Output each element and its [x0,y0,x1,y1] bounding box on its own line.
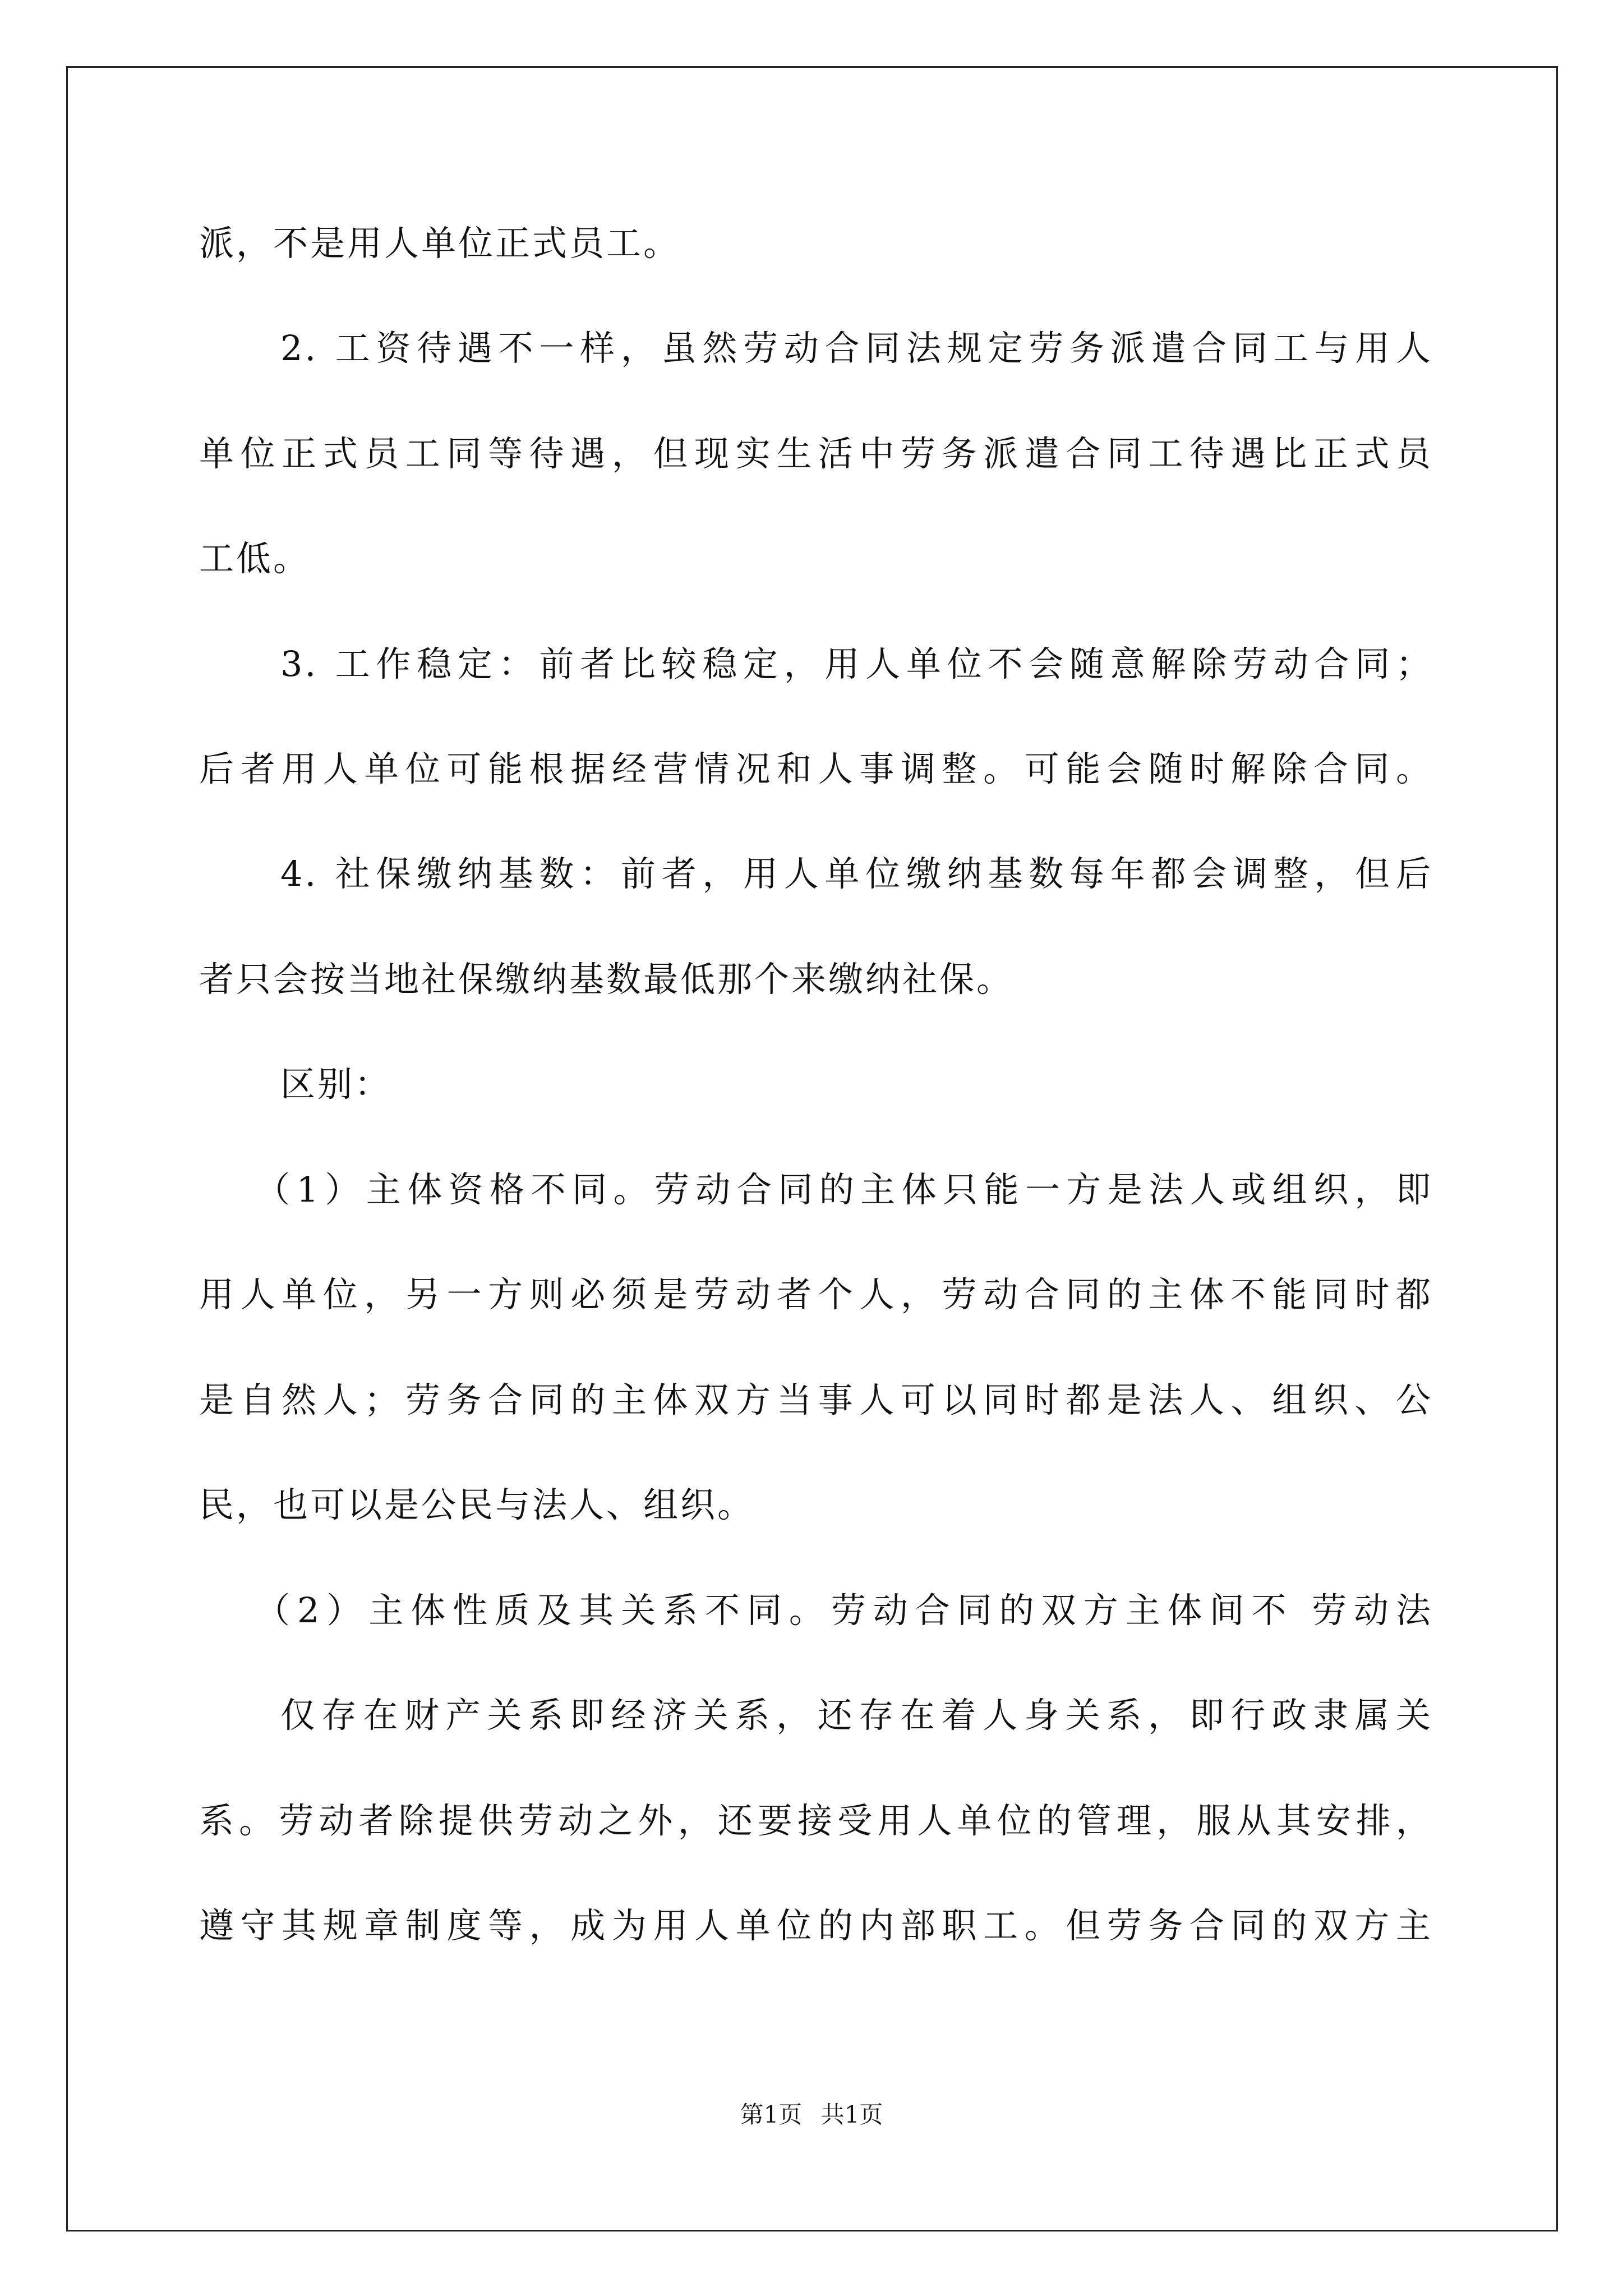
text-line-1: 派，不是用人单位正式员工。 [199,223,681,264]
text-line-15: 仅存在财产关系即经济关系，还存在着人身关系，即行政隶属关 [280,1695,1433,1736]
text-line-4: 工低。 [199,538,311,579]
page-number: 第1页 [740,2101,803,2128]
text-line-16: 系。劳动者除提供劳动之外，还要接受用人单位的管理，服从其安排， [199,1800,1433,1841]
text-line-12: 是自然人；劳务合同的主体双方当事人可以同时都是法人、组织、公 [199,1379,1433,1420]
text-line-13: 民，也可以是公民与法人、组织。 [199,1484,755,1525]
text-line-10: （1）主体资格不同。劳动合同的主体只能一方是法人或组织，即 [255,1169,1433,1210]
text-line-2: 2. 工资待遇不一样，虽然劳动合同法规定劳务派遣合同工与用人 [280,328,1433,369]
text-line-17: 遵守其规章制度等，成为用人单位的内部职工。但劳务合同的双方主 [199,1905,1433,1946]
text-line-8: 者只会按当地社保缴纳基数最低那个来缴纳社保。 [199,959,1014,1000]
text-line-9: 区别： [280,1064,392,1105]
text-line-5: 3. 工作稳定：前者比较稳定，用人单位不会随意解除劳动合同； [280,643,1433,684]
page-footer [0,2099,1623,2131]
text-line-6: 后者用人单位可能根据经营情况和人事调整。可能会随时解除合同。 [199,748,1433,789]
text-line-11: 用人单位，另一方则必须是劳动者个人，劳动合同的主体不能同时都 [199,1274,1433,1315]
page-total: 共1页 [820,2101,883,2128]
text-line-7: 4. 社保缴纳基数：前者，用人单位缴纳基数每年都会调整，但后 [280,853,1433,894]
text-line-3: 单位正式员工同等待遇，但现实生活中劳务派遣合同工待遇比正式员 [199,433,1433,474]
text-line-14: （2）主体性质及其关系不同。劳动合同的双方主体间不 劳动法 [255,1590,1433,1631]
